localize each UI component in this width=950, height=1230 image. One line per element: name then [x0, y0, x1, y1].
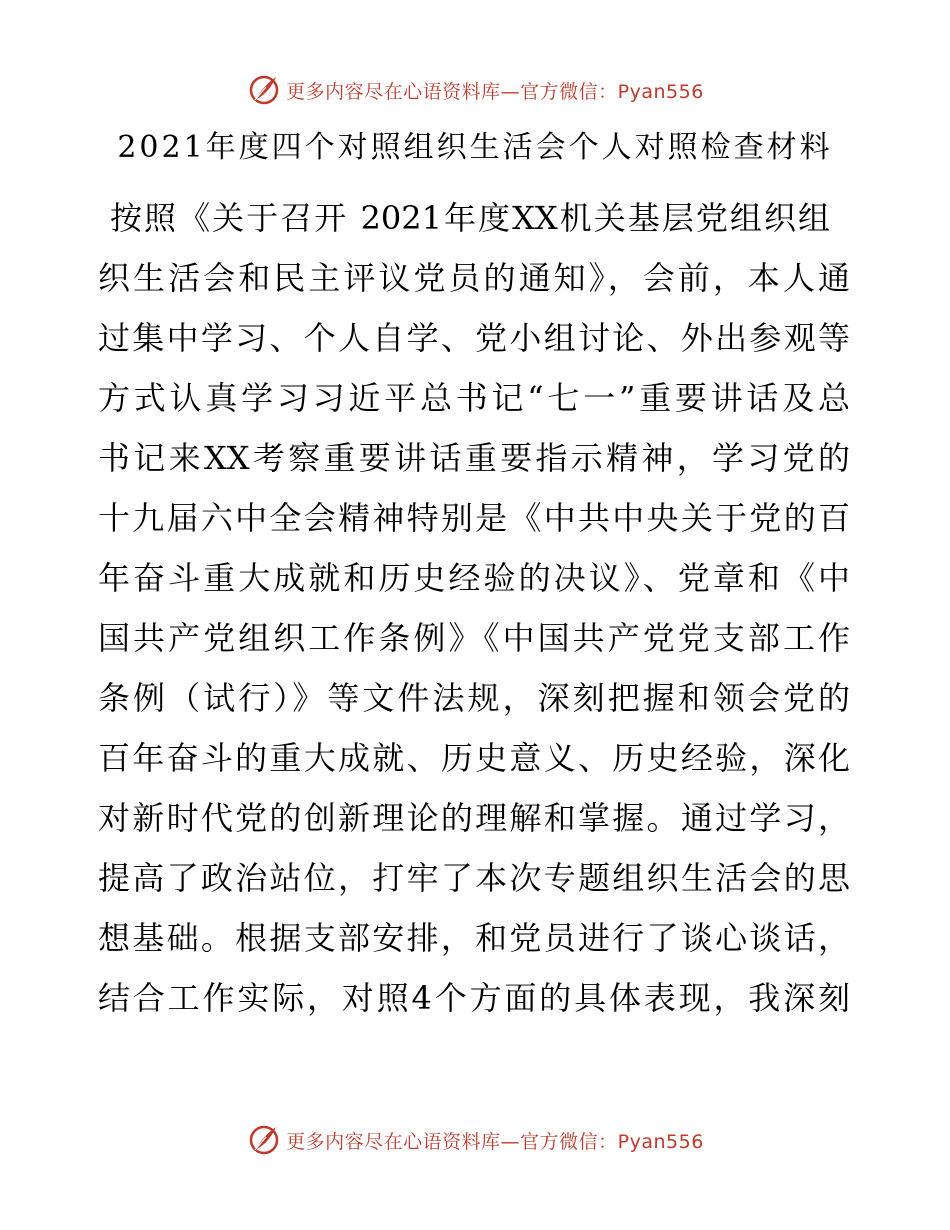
document-title: 2021年度四个对照组织生活会个人对照检查材料 [117, 130, 833, 165]
body-line: 按照《关于召开 2021年度XX机关基层党组织组 [110, 199, 830, 237]
body-line: 国共产党组织工作条例》《中国共产党党支部工作 [98, 619, 850, 657]
header-banner-text: 更多内容尽在心语资料库—官方微信：Pyan556 [286, 80, 704, 103]
header-banner [0, 70, 950, 110]
body-line: 想基础。根据支部安排，和党员进行了谈心谈话， [98, 919, 850, 957]
body-line: 织生活会和民主评议党员的通知》，会前，本人通 [98, 259, 850, 297]
feather-quill-icon [246, 1122, 282, 1158]
body-line: 年奋斗重大成就和历史经验的决议》、党章和《中 [98, 559, 850, 597]
body-line: 十九届六中全会精神特别是《中共中央关于党的百 [98, 499, 850, 537]
footer-banner-text: 更多内容尽在心语资料库—官方微信：Pyan556 [286, 1130, 704, 1153]
body-line: 过集中学习、个人自学、党小组讨论、外出参观等 [98, 319, 850, 357]
body-line: 条例（试行）》等文件法规，深刻把握和领会党的 [98, 679, 850, 717]
footer-banner [0, 1120, 950, 1160]
body-line: 结合工作实际，对照4个方面的具体表现，我深刻 [98, 979, 850, 1017]
feather-quill-icon [246, 72, 282, 108]
body-line: 对新时代党的创新理论的理解和掌握。通过学习， [98, 799, 850, 837]
body-line: 提高了政治站位，打牢了本次专题组织生活会的思 [98, 859, 850, 897]
body-line: 书记来XX考察重要讲话重要指示精神，学习党的 [98, 439, 850, 477]
body-line: 百年奋斗的重大成就、历史意义、历史经验，深化 [98, 739, 850, 777]
body-line: 方式认真学习习近平总书记“七一”重要讲话及总 [98, 379, 850, 417]
